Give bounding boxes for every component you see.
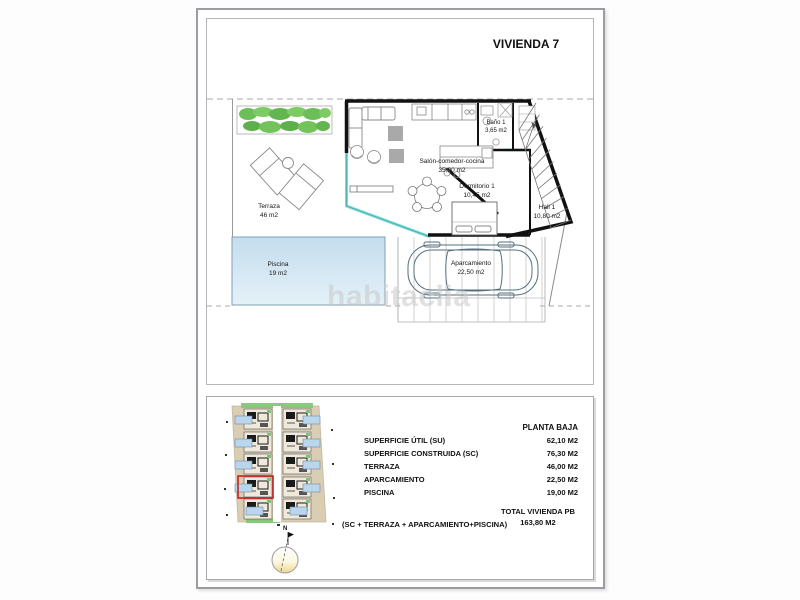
room-label-bano: Baño 1 3,65 m2 <box>485 120 507 134</box>
room-label-piscina: Piscina 19 m2 <box>267 261 289 277</box>
summary-rows <box>364 436 578 501</box>
north-label: N <box>283 526 288 532</box>
summary-header: PLANTA BAJA <box>522 423 578 432</box>
compass <box>272 532 298 573</box>
room-label-salon: Salón-comedor-cocina 35,00 m2 <box>419 158 485 174</box>
table-row: APARCAMIENTO 22,50 M2 <box>364 475 578 484</box>
hedge <box>237 106 332 134</box>
bed <box>452 202 497 235</box>
total-formula-note: (SC + TERRAZA + APARCAMIENTO+PISCINA) <box>342 520 508 529</box>
table-row: SUPERFICIE ÚTIL (SU) 62,10 M2 <box>364 436 578 445</box>
dining-table <box>408 177 446 212</box>
watermark: habitaclia <box>327 280 471 313</box>
room-label-dormitorio: Dormitorio 1 10,45 m2 <box>459 183 495 199</box>
total-block <box>498 506 578 528</box>
room-label-terraza: Terraza 46 m2 <box>258 203 280 219</box>
kitchen-counter <box>412 104 476 120</box>
total-label: TOTAL VIVIENDA PB <box>501 507 575 516</box>
room-label-aparcamiento: Aparcamiento 22,50 m2 <box>450 260 492 276</box>
table-row: SUPERFICIE CONSTRUIDA (SC) 76,30 M2 <box>364 449 578 458</box>
page-title: VIVIENDA 7 <box>492 37 560 51</box>
total-value: 163,80 M2 <box>520 518 556 527</box>
table-row: TERRAZA 46,00 M2 <box>364 462 578 471</box>
north-flag-icon <box>288 532 294 538</box>
room-label-hall: Hall 1 10,80 m2 <box>533 204 561 220</box>
table-row: PISCINA 19,00 M2 <box>364 488 578 497</box>
terrace-furniture <box>250 148 323 210</box>
site-plan <box>224 403 335 526</box>
